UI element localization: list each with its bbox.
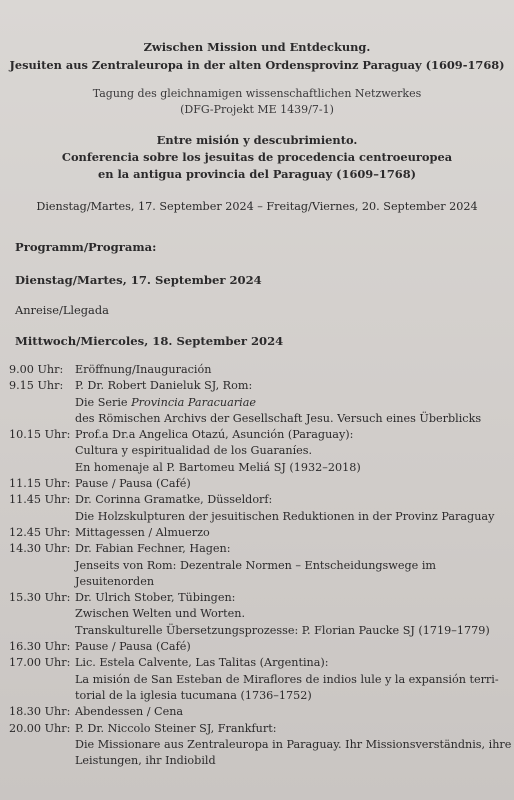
schedule-item <box>9 525 509 541</box>
schedule-title: Pause / Pausa (Café) <box>75 640 191 654</box>
schedule-item <box>9 541 509 557</box>
schedule-item <box>9 378 509 394</box>
spanish-title-line-1: Entre misión y descubrimiento. <box>156 133 358 147</box>
schedule-title: Eröffnung/Inauguración <box>75 363 212 376</box>
german-title-line-1: Zwischen Mission und Entdeckung. <box>143 40 371 54</box>
german-title-line-2: Jesuiten aus Zentraleuropa in der alten Ordensprovinz Paraguay (1609-1768) <box>9 58 505 72</box>
talk-title-prefix: Die Serie <box>75 395 132 409</box>
schedule-item <box>9 721 509 737</box>
talk-title-line: Die Missionare aus Zentraleuropa in Paraguay. Ihr Missionsverständnis, ihre <box>75 737 512 751</box>
german-title <box>0 38 514 74</box>
schedule-time: 11.15 Uhr: <box>9 477 71 491</box>
schedule-speaker: Lic. Estela Calvente, Las Talitas (Argentina): <box>75 656 329 670</box>
day1-heading: Dienstag/Martes, 17. September 2024 <box>15 273 262 287</box>
talk-title-emphasis: Provincia Paracuariae <box>131 395 256 409</box>
schedule-item <box>9 362 509 378</box>
schedule-item <box>9 492 509 508</box>
schedule-item <box>9 427 509 443</box>
schedule-list <box>9 362 512 769</box>
talk-title-line: Leistungen, ihr Indiobild <box>75 754 216 768</box>
talk-title-line: torial de la iglesia tucumana (1736–1752) <box>75 688 312 702</box>
schedule-item <box>9 476 509 492</box>
schedule-speaker: Prof.a Dr.a Angelica Otazú, Asunción (Paraguay): <box>75 428 354 442</box>
spanish-title-line-3: en la antigua provincia del Paraguay (1609–1768) <box>97 167 417 181</box>
day2-heading: Mittwoch/Miercoles, 18. September 2024 <box>15 334 284 348</box>
schedule-title: Abendessen / Cena <box>75 705 184 719</box>
talk-title-line: Die Holzskulpturen der jesuitischen Reduktionen in der Provinz Paraguay <box>75 509 495 523</box>
schedule-item <box>9 704 509 720</box>
schedule-time: 11.45 Uhr: <box>9 493 71 507</box>
schedule-speaker: Dr. Ulrich Stober, Tübingen: <box>75 591 236 605</box>
day1-arrival: Anreise/Llegada <box>15 303 109 317</box>
schedule-title: Pause / Pausa (Café) <box>75 477 191 491</box>
schedule-time: 20.00 Uhr: <box>9 721 71 735</box>
talk-title-line: des Römischen Archivs der Gesellschaft Jesu. Versuch eines Überblicks <box>75 411 482 425</box>
talk-title-line: Zwischen Welten und Worten. <box>75 607 246 621</box>
spanish-title-line-2: Conferencia sobre los jesuitas de procedencia centroeuropea <box>61 150 453 164</box>
schedule-time: 12.45 Uhr: <box>9 525 71 539</box>
schedule-speaker: Dr. Corinna Gramatke, Düsseldorf: <box>75 493 273 507</box>
schedule-time: 10.15 Uhr: <box>9 428 71 442</box>
schedule-item <box>9 639 509 655</box>
talk-title-line: Cultura y espiritualidad de los Guaraníes. <box>75 444 313 458</box>
schedule-speaker: P. Dr. Niccolo Steiner SJ, Frankfurt: <box>75 721 277 735</box>
talk-title-line: En homenaje al P. Bartomeu Meliá SJ (1932–2018) <box>75 460 361 474</box>
schedule-time: 17.00 Uhr: <box>9 656 71 670</box>
program-heading: Programm/Programa: <box>15 240 157 254</box>
network-line-1: Tagung des gleichnamigen wissenschaftlichen Netzwerkes <box>92 87 422 100</box>
talk-title-line <box>9 395 509 411</box>
spanish-title <box>0 132 514 183</box>
schedule-time: 16.30 Uhr: <box>9 640 71 654</box>
talk-title-line: Jenseits von Rom: Dezentrale Normen – Entscheidungswege im <box>75 558 437 572</box>
talk-title-line: Jesuitenorden <box>75 574 155 588</box>
schedule-time: 15.30 Uhr: <box>9 591 71 605</box>
schedule-item <box>9 655 509 671</box>
talk-title-line: La misión de San Esteban de Miraflores de indios lule y la expansión terri- <box>75 672 499 686</box>
schedule-item <box>9 590 509 606</box>
conference-dates: Dienstag/Martes, 17. September 2024 – Freitag/Viernes, 20. September 2024 <box>36 200 478 213</box>
schedule-time: 18.30 Uhr: <box>9 705 71 719</box>
schedule-time: 9.15 Uhr: <box>9 379 64 393</box>
schedule-time: 9.00 Uhr: <box>9 363 64 376</box>
network-info <box>0 86 514 118</box>
schedule-speaker: P. Dr. Robert Danieluk SJ, Rom: <box>75 379 253 393</box>
schedule-title: Mittagessen / Almuerzo <box>75 525 210 539</box>
schedule-time: 14.30 Uhr: <box>9 542 71 556</box>
schedule-speaker: Dr. Fabian Fechner, Hagen: <box>75 542 231 556</box>
talk-title-line: Transkulturelle Übersetzungsprozesse: P. Florian Paucke SJ (1719–1779) <box>75 623 490 637</box>
network-line-2: (DFG-Projekt ME 1439/7-1) <box>180 103 334 116</box>
